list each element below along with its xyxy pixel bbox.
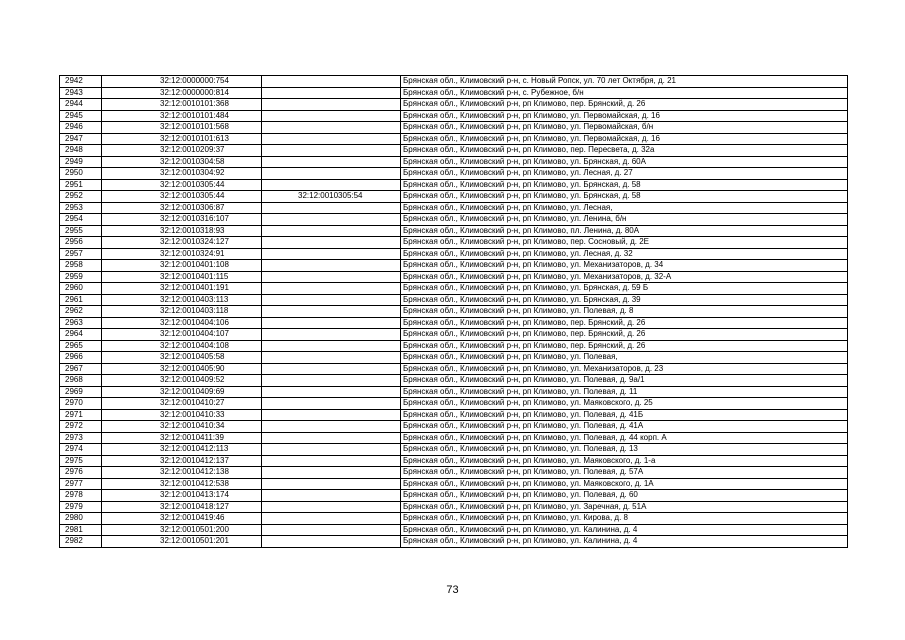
address-cell: Брянская обл., Климовский р-н, рп Климово, ул. Первомайская, б/н [401, 122, 848, 134]
related-cadastral-number-cell [262, 455, 401, 467]
cadastral-number-cell: 32:12:0010412:538 [102, 478, 262, 490]
row-number-cell: 2950 [60, 168, 102, 180]
table-row [60, 271, 848, 283]
related-cadastral-number-cell [262, 352, 401, 364]
row-number-cell: 2969 [60, 386, 102, 398]
related-cadastral-number-cell [262, 478, 401, 490]
address-cell: Брянская обл., Климовский р-н, рп Климово, ул. Полевая, д. 9а/1 [401, 375, 848, 387]
row-number-cell: 2965 [60, 340, 102, 352]
row-number-cell: 2979 [60, 501, 102, 513]
related-cadastral-number-cell [262, 87, 401, 99]
address-cell: Брянская обл., Климовский р-н, рп Климово, пер. Брянский, д. 26 [401, 340, 848, 352]
table-row [60, 76, 848, 88]
address-cell: Брянская обл., Климовский р-н, с. Рубежное, б/н [401, 87, 848, 99]
row-number-cell: 2955 [60, 225, 102, 237]
address-cell: Брянская обл., Климовский р-н, рп Климово, ул. Полевая, д. 11 [401, 386, 848, 398]
table-row [60, 191, 848, 203]
table-row [60, 214, 848, 226]
address-cell: Брянская обл., Климовский р-н, рп Климово, ул. Механизаторов, д. 34 [401, 260, 848, 272]
related-cadastral-number-cell [262, 133, 401, 145]
row-number-cell: 2982 [60, 536, 102, 548]
cadastral-number-cell: 32:12:0010410:33 [102, 409, 262, 421]
row-number-cell: 2963 [60, 317, 102, 329]
cadastral-number-cell: 32:12:0010305:44 [102, 179, 262, 191]
address-cell: Брянская обл., Климовский р-н, рп Климово, ул. Механизаторов, д. 23 [401, 363, 848, 375]
cadastral-number-cell: 32:12:0010324:91 [102, 248, 262, 260]
related-cadastral-number-cell [262, 501, 401, 513]
table-row [60, 294, 848, 306]
table-row [60, 145, 848, 157]
table-row [60, 421, 848, 433]
table-row [60, 398, 848, 410]
row-number-cell: 2947 [60, 133, 102, 145]
address-cell: Брянская обл., Климовский р-н, рп Климово, ул. Заречная, д. 51А [401, 501, 848, 513]
related-cadastral-number-cell [262, 386, 401, 398]
address-cell: Брянская обл., Климовский р-н, рп Климово, ул. Брянская, д. 39 [401, 294, 848, 306]
row-number-cell: 2964 [60, 329, 102, 341]
row-number-cell: 2959 [60, 271, 102, 283]
row-number-cell: 2961 [60, 294, 102, 306]
table-row [60, 248, 848, 260]
row-number-cell: 2954 [60, 214, 102, 226]
related-cadastral-number-cell [262, 409, 401, 421]
row-number-cell: 2962 [60, 306, 102, 318]
related-cadastral-number-cell [262, 248, 401, 260]
address-cell: Брянская обл., Климовский р-н, рп Климово, ул. Маяковского, д. 25 [401, 398, 848, 410]
related-cadastral-number-cell [262, 110, 401, 122]
cadastral-number-cell: 32:12:0010404:108 [102, 340, 262, 352]
table-row [60, 168, 848, 180]
address-cell: Брянская обл., Климовский р-н, рп Климово, ул. Маяковского, д. 1-а [401, 455, 848, 467]
related-cadastral-number-cell [262, 536, 401, 548]
cadastral-number-cell: 32:12:0010403:113 [102, 294, 262, 306]
cadastral-number-cell: 32:12:0010324:127 [102, 237, 262, 249]
row-number-cell: 2948 [60, 145, 102, 157]
address-cell: Брянская обл., Климовский р-н, рп Климово, ул. Первомайская, д. 16 [401, 133, 848, 145]
address-cell: Брянская обл., Климовский р-н, рп Климово, пер. Брянский, д. 26 [401, 317, 848, 329]
row-number-cell: 2958 [60, 260, 102, 272]
cadastral-number-cell: 32:12:0010412:113 [102, 444, 262, 456]
related-cadastral-number-cell [262, 99, 401, 111]
table-row [60, 260, 848, 272]
cadastral-number-cell: 32:12:0010410:27 [102, 398, 262, 410]
address-cell: Брянская обл., Климовский р-н, рп Климово, ул. Брянская, д. 58 [401, 191, 848, 203]
related-cadastral-number-cell [262, 168, 401, 180]
cadastral-number-cell: 32:12:0010418:127 [102, 501, 262, 513]
cadastral-number-cell: 32:12:0010101:368 [102, 99, 262, 111]
table-row [60, 409, 848, 421]
address-cell: Брянская обл., Климовский р-н, рп Климово, ул. Полевая, д. 44 корп. А [401, 432, 848, 444]
related-cadastral-number-cell [262, 444, 401, 456]
cadastral-number-cell: 32:12:0010101:568 [102, 122, 262, 134]
row-number-cell: 2973 [60, 432, 102, 444]
row-number-cell: 2972 [60, 421, 102, 433]
address-cell: Брянская обл., Климовский р-н, рп Климово, ул. Ленина, б/н [401, 214, 848, 226]
related-cadastral-number-cell [262, 524, 401, 536]
cadastral-number-cell: 32:12:0010101:484 [102, 110, 262, 122]
cadastral-number-cell: 32:12:0010409:52 [102, 375, 262, 387]
table-row [60, 110, 848, 122]
row-number-cell: 2980 [60, 513, 102, 525]
row-number-cell: 2953 [60, 202, 102, 214]
cadastral-number-cell: 32:12:0010306:87 [102, 202, 262, 214]
address-cell: Брянская обл., Климовский р-н, с. Новый Ропск, ул. 70 лет Октября, д. 21 [401, 76, 848, 88]
related-cadastral-number-cell [262, 490, 401, 502]
related-cadastral-number-cell [262, 375, 401, 387]
table-row [60, 455, 848, 467]
row-number-cell: 2970 [60, 398, 102, 410]
row-number-cell: 2967 [60, 363, 102, 375]
cadastral-number-cell: 32:12:0010411:39 [102, 432, 262, 444]
cadastral-number-cell: 32:12:0010304:58 [102, 156, 262, 168]
table-row [60, 467, 848, 479]
table-row [60, 478, 848, 490]
registry-table-body [60, 76, 848, 548]
cadastral-number-cell: 32:12:0010412:138 [102, 467, 262, 479]
cadastral-number-cell: 32:12:0010405:58 [102, 352, 262, 364]
table-row [60, 306, 848, 318]
cadastral-number-cell: 32:12:0010404:107 [102, 329, 262, 341]
table-row [60, 490, 848, 502]
registry-table [59, 75, 848, 548]
row-number-cell: 2951 [60, 179, 102, 191]
related-cadastral-number-cell [262, 283, 401, 295]
cadastral-number-cell: 32:12:0010401:115 [102, 271, 262, 283]
cadastral-number-cell: 32:12:0010403:118 [102, 306, 262, 318]
cadastral-number-cell: 32:12:0010209:37 [102, 145, 262, 157]
related-cadastral-number-cell [262, 237, 401, 249]
cadastral-number-cell: 32:12:0010501:200 [102, 524, 262, 536]
row-number-cell: 2968 [60, 375, 102, 387]
cadastral-number-cell: 32:12:0010413:174 [102, 490, 262, 502]
row-number-cell: 2981 [60, 524, 102, 536]
address-cell: Брянская обл., Климовский р-н, рп Климово, ул. Первомайская, д. 16 [401, 110, 848, 122]
address-cell: Брянская обл., Климовский р-н, рп Климово, ул. Полевая, д. 60 [401, 490, 848, 502]
table-row [60, 317, 848, 329]
address-cell: Брянская обл., Климовский р-н, рп Климово, ул. Полевая, д. 57А [401, 467, 848, 479]
address-cell: Брянская обл., Климовский р-н, рп Климово, ул. Лесная, д. 27 [401, 168, 848, 180]
related-cadastral-number-cell [262, 306, 401, 318]
table-row [60, 386, 848, 398]
related-cadastral-number-cell [262, 340, 401, 352]
row-number-cell: 2944 [60, 99, 102, 111]
related-cadastral-number-cell [262, 145, 401, 157]
table-row [60, 375, 848, 387]
table-row [60, 283, 848, 295]
cadastral-number-cell: 32:12:0000000:754 [102, 76, 262, 88]
row-number-cell: 2977 [60, 478, 102, 490]
table-row [60, 329, 848, 341]
related-cadastral-number-cell: 32:12:0010305:54 [262, 191, 401, 203]
related-cadastral-number-cell [262, 467, 401, 479]
table-row [60, 352, 848, 364]
cadastral-number-cell: 32:12:0010405:90 [102, 363, 262, 375]
address-cell: Брянская обл., Климовский р-н, рп Климово, ул. Полевая, д. 8 [401, 306, 848, 318]
row-number-cell: 2974 [60, 444, 102, 456]
table-row [60, 536, 848, 548]
address-cell: Брянская обл., Климовский р-н, рп Климово, ул. Брянская, д. 59 Б [401, 283, 848, 295]
cadastral-number-cell: 32:12:0010501:201 [102, 536, 262, 548]
address-cell: Брянская обл., Климовский р-н, рп Климово, ул. Брянская, д. 58 [401, 179, 848, 191]
row-number-cell: 2942 [60, 76, 102, 88]
cadastral-number-cell: 32:12:0010401:108 [102, 260, 262, 272]
address-cell: Брянская обл., Климовский р-н, рп Климово, пл. Ленина, д. 80А [401, 225, 848, 237]
related-cadastral-number-cell [262, 271, 401, 283]
address-cell: Брянская обл., Климовский р-н, рп Климово, ул. Полевая, д. 13 [401, 444, 848, 456]
address-cell: Брянская обл., Климовский р-н, рп Климово, ул. Полевая, д. 41А [401, 421, 848, 433]
row-number-cell: 2943 [60, 87, 102, 99]
table-row [60, 501, 848, 513]
related-cadastral-number-cell [262, 329, 401, 341]
table-row [60, 513, 848, 525]
address-cell: Брянская обл., Климовский р-н, рп Климово, пер. Брянский, д. 26 [401, 329, 848, 341]
table-row [60, 237, 848, 249]
row-number-cell: 2978 [60, 490, 102, 502]
address-cell: Брянская обл., Климовский р-н, рп Климово, ул. Калинина, д. 4 [401, 536, 848, 548]
related-cadastral-number-cell [262, 363, 401, 375]
table-row [60, 133, 848, 145]
related-cadastral-number-cell [262, 432, 401, 444]
address-cell: Брянская обл., Климовский р-н, рп Климово, ул. Калинина, д. 4 [401, 524, 848, 536]
address-cell: Брянская обл., Климовский р-н, рп Климово, пер. Пересвета, д. 32а [401, 145, 848, 157]
related-cadastral-number-cell [262, 214, 401, 226]
address-cell: Брянская обл., Климовский р-н, рп Климово, ул. Лесная, д. 32 [401, 248, 848, 260]
row-number-cell: 2956 [60, 237, 102, 249]
row-number-cell: 2946 [60, 122, 102, 134]
page-number: 73 [446, 584, 459, 596]
related-cadastral-number-cell [262, 421, 401, 433]
row-number-cell: 2960 [60, 283, 102, 295]
table-row [60, 225, 848, 237]
row-number-cell: 2949 [60, 156, 102, 168]
address-cell: Брянская обл., Климовский р-н, рп Климово, пер. Сосновый, д. 2Е [401, 237, 848, 249]
related-cadastral-number-cell [262, 317, 401, 329]
related-cadastral-number-cell [262, 76, 401, 88]
cadastral-number-cell: 32:12:0010401:191 [102, 283, 262, 295]
address-cell: Брянская обл., Климовский р-н, рп Климово, ул. Полевая, [401, 352, 848, 364]
address-cell: Брянская обл., Климовский р-н, рп Климово, ул. Брянская, д. 60А [401, 156, 848, 168]
cadastral-number-cell: 32:12:0010404:106 [102, 317, 262, 329]
table-row [60, 363, 848, 375]
table-row [60, 99, 848, 111]
related-cadastral-number-cell [262, 260, 401, 272]
address-cell: Брянская обл., Климовский р-н, рп Климово, ул. Механизаторов, д. 32-А [401, 271, 848, 283]
related-cadastral-number-cell [262, 513, 401, 525]
table-row [60, 122, 848, 134]
address-cell: Брянская обл., Климовский р-н, рп Климово, ул. Маяковского, д. 1А [401, 478, 848, 490]
cadastral-number-cell: 32:12:0010318:93 [102, 225, 262, 237]
row-number-cell: 2945 [60, 110, 102, 122]
table-row [60, 524, 848, 536]
related-cadastral-number-cell [262, 179, 401, 191]
cadastral-number-cell: 32:12:0010419:46 [102, 513, 262, 525]
cadastral-number-cell: 32:12:0010409:69 [102, 386, 262, 398]
table-row [60, 156, 848, 168]
table-row [60, 202, 848, 214]
address-cell: Брянская обл., Климовский р-н, рп Климово, ул. Полевая, д. 41Б [401, 409, 848, 421]
related-cadastral-number-cell [262, 122, 401, 134]
table-row [60, 444, 848, 456]
related-cadastral-number-cell [262, 294, 401, 306]
cadastral-number-cell: 32:12:0000000:814 [102, 87, 262, 99]
row-number-cell: 2952 [60, 191, 102, 203]
cadastral-number-cell: 32:12:0010304:92 [102, 168, 262, 180]
row-number-cell: 2976 [60, 467, 102, 479]
related-cadastral-number-cell [262, 156, 401, 168]
related-cadastral-number-cell [262, 398, 401, 410]
cadastral-number-cell: 32:12:0010305:44 [102, 191, 262, 203]
row-number-cell: 2975 [60, 455, 102, 467]
table-row [60, 87, 848, 99]
cadastral-number-cell: 32:12:0010316:107 [102, 214, 262, 226]
row-number-cell: 2966 [60, 352, 102, 364]
table-row [60, 432, 848, 444]
row-number-cell: 2957 [60, 248, 102, 260]
table-row [60, 340, 848, 352]
cadastral-number-cell: 32:12:0010412:137 [102, 455, 262, 467]
table-row [60, 179, 848, 191]
address-cell: Брянская обл., Климовский р-н, рп Климово, ул. Лесная, [401, 202, 848, 214]
address-cell: Брянская обл., Климовский р-н, рп Климово, пер. Брянский, д. 26 [401, 99, 848, 111]
related-cadastral-number-cell [262, 202, 401, 214]
address-cell: Брянская обл., Климовский р-н, рп Климово, ул. Кирова, д. 8 [401, 513, 848, 525]
row-number-cell: 2971 [60, 409, 102, 421]
cadastral-number-cell: 32:12:0010410:34 [102, 421, 262, 433]
cadastral-number-cell: 32:12:0010101:613 [102, 133, 262, 145]
related-cadastral-number-cell [262, 225, 401, 237]
